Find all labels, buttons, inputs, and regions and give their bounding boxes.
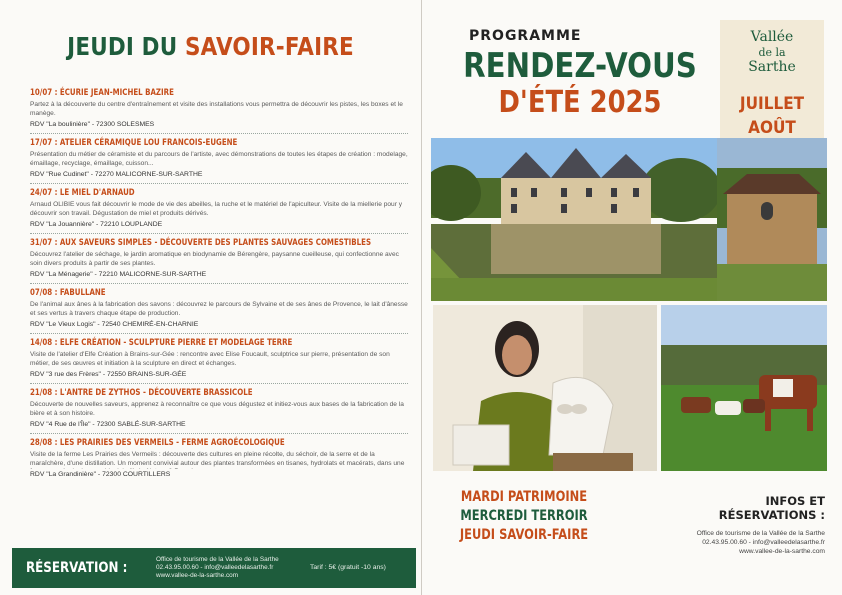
event-description: Présentation du métier de céramiste et du parcours de l'artiste, avec démonstrations de toutes les étapes de création : modelage, émaillage, recyclage, émaillage, cuisson... xyxy=(30,151,408,167)
title-part1: JEUDI DU xyxy=(67,32,178,61)
infos-contact xyxy=(639,529,825,556)
weekly-themes xyxy=(439,488,609,545)
event-meeting-point: RDV "Le Vieux Logis" - 72540 CHEMIRÉ-EN-CHARNIE xyxy=(30,321,199,328)
event-item xyxy=(30,187,410,237)
event-title: 17/07 : ATELIER CÉRAMIQUE LOU FRANCOIS-EUGENE xyxy=(30,138,238,148)
event-description: Découvrez l'atelier de séchage, le jardin aromatique en biodynamie de Bérengère, paysanne cueilleuse, qui confectionne avec soin divers produits à partir de ses plantes. xyxy=(30,251,399,267)
event-description: Arnaud OLIBIE vous fait découvrir le mode de vie des abeilles, la ruche et le matériel de l'apiculteur. Visite de la miellerie pour y découvrir son travail. Dégustation de miel et produits dérivés. xyxy=(30,201,403,217)
logo-line1: Vallée xyxy=(750,29,794,45)
month-july: JUILLET xyxy=(739,94,805,114)
reservation-label: RÉSERVATION : xyxy=(26,560,128,576)
event-item xyxy=(30,237,410,287)
divider xyxy=(30,433,408,434)
event-description: Visite de la ferme Les Prairies des Vermeils : découverte des cultures en pleine récolte, du séchoir, de la serre et de la maraîchère, d'une distillation. Un moment convivial autour des plantes transformées en tisanes, hydrolats et macérats, dans une xyxy=(30,451,405,467)
event-description: Partez à la découverte du centre d'entraînement et visite des installations vous permettra de découvrir les pistes, les boxes et le manège. xyxy=(30,101,403,117)
theme-tuesday: MARDI PATRIMOINE xyxy=(460,489,588,505)
theme-thursday: JEUDI SAVOIR-FAIRE xyxy=(459,527,589,543)
event-title: 07/08 : FABULLANE xyxy=(30,288,106,298)
website-link[interactable]: www.vallee-de-la-sarthe.com xyxy=(156,571,239,579)
logo-line3: Sarthe xyxy=(748,59,796,75)
divider xyxy=(30,183,408,184)
phone-email[interactable]: 02.43.95.00.60 - info@valleedelasarthe.fr xyxy=(156,563,274,571)
sculptor-photo xyxy=(433,305,657,471)
price-info: Tarif : 5€ (gratuit -10 ans) xyxy=(310,564,386,571)
office-name: Office de tourisme de la Vallée de la Sarthe xyxy=(156,556,279,563)
office-name: Office de tourisme de la Vallée de la Sarthe xyxy=(696,530,825,537)
event-meeting-point: RDV "La Jouannière" - 72210 LOUPLANDE xyxy=(30,221,163,228)
event-title: 14/08 : ELFE CRÉATION - SCULPTURE PIERRE ET MODELAGE TERRE xyxy=(30,338,293,348)
divider xyxy=(30,133,408,134)
event-title: 31/07 : AUX SAVEURS SIMPLES - DÉCOUVERTE DES PLANTES SAUVAGES COMESTIBLES xyxy=(30,238,372,248)
event-item xyxy=(30,87,410,137)
divider xyxy=(30,283,408,284)
event-meeting-point: RDV "Rue Cudinet" - 72270 MALICORNE-SUR-SARTHE xyxy=(30,171,203,178)
theme-wednesday: MERCREDI TERROIR xyxy=(460,508,588,524)
phone-email[interactable]: 02.43.95.00.60 - info@valleedelasarthe.fr xyxy=(702,539,825,546)
page-title xyxy=(29,32,391,61)
vallee-sarthe-logo xyxy=(730,30,814,78)
event-meeting-point: RDV "La Grandinière" - 72300 COURTILLERS xyxy=(30,471,171,478)
reservation-contact xyxy=(156,556,279,579)
main-subtitle: D'ÉTÉ 2025 xyxy=(498,85,662,120)
divider xyxy=(30,383,408,384)
programme-label: PROGRAMME xyxy=(469,28,582,44)
divider xyxy=(30,233,408,234)
event-description: Découverte de nouvelles saveurs, apprenez à reconnaître ce que vous dégustez et initiez-vous aux bases de la fabrication de la bière et à son histoire. xyxy=(30,401,404,417)
event-meeting-point: RDV "3 rue des Frères" - 72550 BRAINS-SUR-GÉE xyxy=(30,371,187,378)
title-part2: SAVOIR-FAIRE xyxy=(184,32,354,61)
infos-heading-line2: RÉSERVATIONS : xyxy=(718,508,825,522)
chapel-photo xyxy=(717,138,827,301)
event-item xyxy=(30,337,410,387)
main-title: RENDEZ-VOUS xyxy=(463,46,697,86)
event-meeting-point: RDV "4 Rue de l'Île" - 72300 SABLÉ-SUR-SARTHE xyxy=(30,421,186,428)
event-item xyxy=(30,437,410,487)
right-page xyxy=(421,0,842,595)
event-title: 24/07 : LE MIEL D'ARNAUD xyxy=(30,188,135,198)
reservation-bar xyxy=(12,548,416,588)
cows-photo xyxy=(661,305,827,471)
event-item xyxy=(30,287,410,337)
logo-line2: de la xyxy=(758,46,786,59)
event-title: 28/08 : LES PRAIRIES DES VERMEILS - FERME AGROÉCOLOGIQUE xyxy=(30,438,285,448)
event-meeting-point: RDV "La boulinière" - 72300 SOLESMES xyxy=(30,121,155,128)
info-reservations xyxy=(639,494,825,556)
month-august: AOÛT xyxy=(748,118,796,138)
event-title: 21/08 : L'ANTRE DE ZYTHOS - DÉCOUVERTE BRASSICOLE xyxy=(30,388,253,398)
infos-heading-line1: INFOS ET xyxy=(765,494,825,508)
event-list xyxy=(30,87,410,487)
event-item xyxy=(30,137,410,187)
castle-photo xyxy=(431,138,717,301)
event-description: Visite de l'atelier d'Elfe Création à Brains-sur-Gée : rencontre avec Elise Foucault, sculptrice sur pierre, présentation de son métier, de ses œuvres et initiation à la sculpture en direct et échanges. xyxy=(30,351,390,367)
event-description: De l'animal aux ânes à la fabrication des savons : découvrez le parcours de Sylvaine et de ses ânes de Provence, le lait d'ânesse et ses vertus à travers chaque étape de production. xyxy=(30,301,408,317)
event-item xyxy=(30,387,410,437)
website-link[interactable]: www.vallee-de-la-sarthe.com xyxy=(739,548,825,555)
event-title: 10/07 : ÉCURIE JEAN-MICHEL BAZIRE xyxy=(30,88,174,98)
event-meeting-point: RDV "La Ménagerie" - 72210 MALICORNE-SUR-SARTHE xyxy=(30,271,207,278)
divider xyxy=(30,333,408,334)
